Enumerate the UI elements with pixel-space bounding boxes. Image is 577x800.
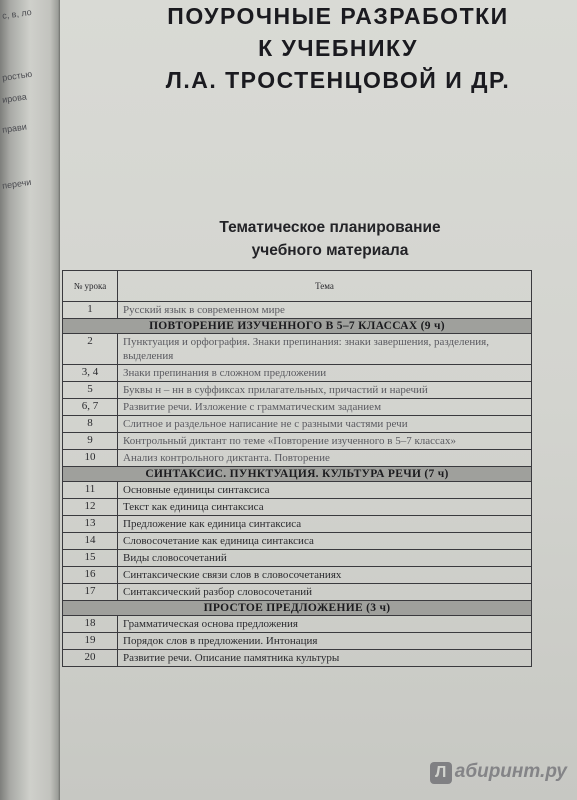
table-row — [63, 302, 532, 319]
lesson-number: 18 — [63, 616, 118, 633]
lesson-number: 11 — [63, 482, 118, 499]
table-row — [63, 633, 532, 650]
section-title: ПРОСТОЕ ПРЕДЛОЖЕНИЕ (3 ч) — [63, 601, 532, 616]
facing-page-text: перечи — [1, 176, 32, 191]
table-row — [63, 382, 532, 399]
lesson-topic: Основные единицы синтаксиса — [118, 482, 532, 499]
table-row — [63, 416, 532, 433]
lesson-number: 19 — [63, 633, 118, 650]
section-row — [63, 319, 532, 334]
table-row — [63, 516, 532, 533]
header-lesson-number: № урока — [63, 271, 118, 302]
lesson-number: 10 — [63, 450, 118, 467]
lesson-topic: Пунктуация и орфография. Знаки препинания: знаки завершения, разделения, выделения — [118, 334, 532, 365]
section-title: СИНТАКСИС. ПУНКТУАЦИЯ. КУЛЬТУРА РЕЧИ (7 ч) — [63, 467, 532, 482]
table-header-row — [63, 271, 532, 302]
lesson-number: 17 — [63, 584, 118, 601]
lesson-number: 1 — [63, 302, 118, 319]
table-row — [63, 650, 532, 667]
section-title: ПОВТОРЕНИЕ ИЗУЧЕННОГО В 5–7 КЛАССАХ (9 ч) — [63, 319, 532, 334]
table-row — [63, 567, 532, 584]
lesson-topic: Анализ контрольного диктанта. Повторение — [118, 450, 532, 467]
lesson-number: 5 — [63, 382, 118, 399]
lesson-topic: Развитие речи. Описание памятника культуры — [118, 650, 532, 667]
lesson-topic: Синтаксический разбор словосочетаний — [118, 584, 532, 601]
facing-page-text: ростью — [1, 68, 33, 83]
lesson-number: 20 — [63, 650, 118, 667]
heading-line: К УЧЕБНИКУ — [258, 35, 418, 61]
lesson-number: 8 — [63, 416, 118, 433]
table-title — [140, 216, 520, 262]
lesson-number: 15 — [63, 550, 118, 567]
table-row — [63, 550, 532, 567]
lesson-number: 13 — [63, 516, 118, 533]
table-row — [63, 450, 532, 467]
heading-line: Л.А. ТРОСТЕНЦОВОЙ И ДР. — [165, 67, 511, 93]
table-row — [63, 365, 532, 382]
table-row — [63, 334, 532, 365]
lesson-number: 3, 4 — [63, 365, 118, 382]
lesson-topic: Порядок слов в предложении. Интонация — [118, 633, 532, 650]
facing-page-text: прави — [1, 121, 28, 135]
header-topic: Тема — [118, 271, 532, 302]
table-row — [63, 399, 532, 416]
watermark-text: абиринт.ру — [454, 761, 567, 782]
lesson-topic: Синтаксические связи слов в словосочетаниях — [118, 567, 532, 584]
subtitle-line: учебного материала — [251, 242, 409, 259]
lesson-topic: Русский язык в современном мире — [118, 302, 532, 319]
book-page — [60, 0, 577, 800]
lesson-topic: Предложение как единица синтаксиса — [118, 516, 532, 533]
table-row — [63, 616, 532, 633]
table-row — [63, 433, 532, 450]
lesson-topic: Грамматическая основа предложения — [118, 616, 532, 633]
lesson-topic: Развитие речи. Изложение с грамматическим заданием — [118, 399, 532, 416]
planning-table — [62, 270, 532, 667]
lesson-topic: Текст как единица синтаксиса — [118, 499, 532, 516]
lesson-number: 9 — [63, 433, 118, 450]
lesson-number: 16 — [63, 567, 118, 584]
heading-line: ПОУРОЧНЫЕ РАЗРАБОТКИ — [167, 3, 509, 29]
lesson-topic: Контрольный диктант по теме «Повторение изученного в 5–7 классах» — [118, 433, 532, 450]
lesson-number: 2 — [63, 334, 118, 365]
table-row — [63, 499, 532, 516]
lesson-topic: Словосочетание как единица синтаксиса — [118, 533, 532, 550]
lesson-topic: Знаки препинания в сложном предложении — [118, 365, 532, 382]
table-row — [63, 584, 532, 601]
subtitle-line: Тематическое планирование — [219, 219, 441, 236]
table-row — [63, 533, 532, 550]
lesson-number: 12 — [63, 499, 118, 516]
page-heading — [108, 0, 568, 96]
labirint-logo-icon: Л — [430, 762, 452, 784]
facing-page-text: ирова — [1, 91, 28, 105]
lesson-topic: Буквы н – нн в суффиксах прилагательных, причастий и наречий — [118, 382, 532, 399]
lesson-topic: Виды словосочетаний — [118, 550, 532, 567]
facing-page-edge — [0, 0, 60, 800]
facing-page-text: с, в, ло — [1, 6, 33, 21]
lesson-number: 6, 7 — [63, 399, 118, 416]
lesson-number: 14 — [63, 533, 118, 550]
section-row — [63, 467, 532, 482]
section-row — [63, 601, 532, 616]
lesson-topic: Слитное и раздельное написание не с разными частями речи — [118, 416, 532, 433]
watermark — [430, 761, 567, 784]
table-row — [63, 482, 532, 499]
